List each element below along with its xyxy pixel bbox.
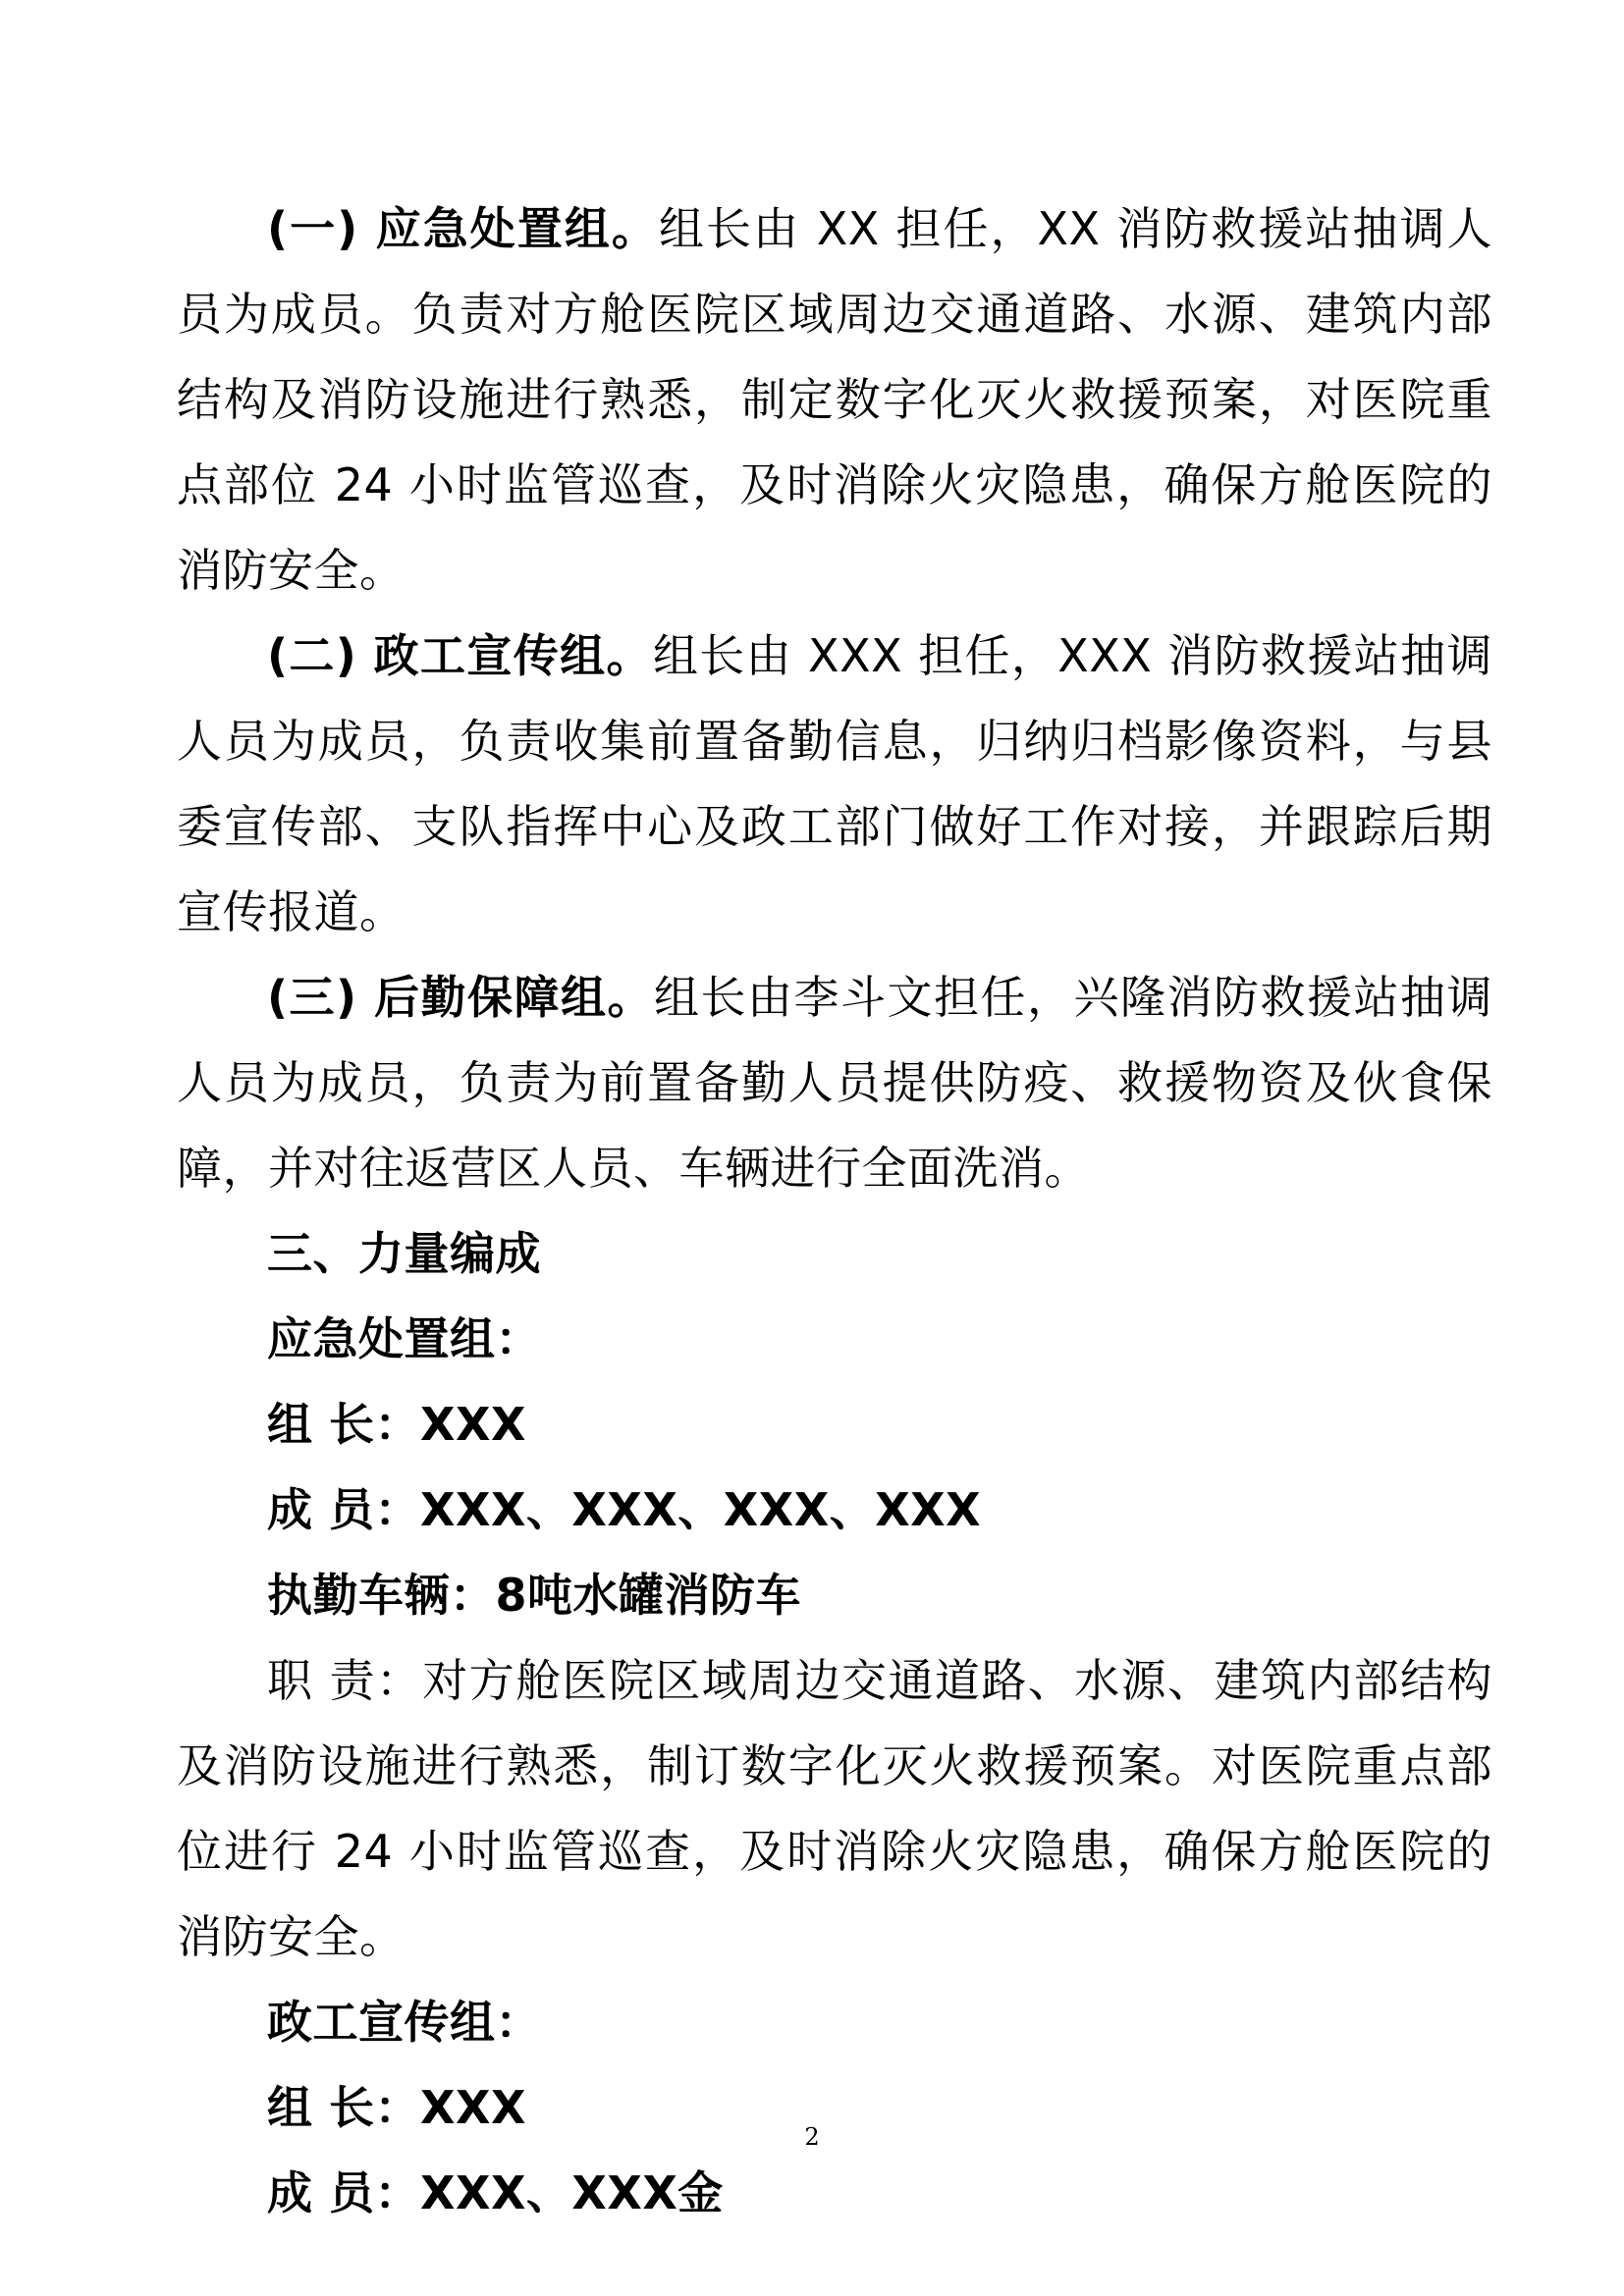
group-leader: 组 长：XXX bbox=[267, 2081, 526, 2134]
group-vehicle: 执勤车辆：8吨水罐消防车 bbox=[267, 1569, 802, 1622]
paragraph-text: 组长由李斗文担任，兴隆消防救援站抽调人员为成员，负责为前置备勤人员提供防疫、救援物资及伙食保障，并对往返营区人员、车辆进行全面洗消。 bbox=[177, 971, 1493, 1195]
paragraph-text: 组长由 XXX 担任，XXX 消防救援站抽调人员为成员，负责收集前置备勤信息，归纳归档影像资料，与县委宣传部、支队指挥中心及政工部门做好工作对接，并跟踪后期宣传报道。 bbox=[177, 629, 1492, 938]
page-number: 2 bbox=[804, 2123, 820, 2151]
group-members: 成 员：XXX、XXX、XXX、XXX bbox=[267, 1483, 982, 1536]
paragraph-lead: (二) 政工宣传组。 bbox=[267, 629, 653, 682]
group-leader: 组 长：XXX bbox=[267, 1398, 526, 1451]
paragraph-logistics-group bbox=[177, 955, 1492, 1211]
document-body bbox=[177, 187, 1492, 2236]
paragraph-publicity-group bbox=[177, 614, 1492, 955]
group-duty: 职 责：对方舱医院区域周边交通道路、水源、建筑内部结构及消防设施进行熟悉，制订数字化灭火救援预案。对医院重点部位进行 24 小时监管巡查，及时消除火灾隐患，确保方舱医院的消防安全。 bbox=[177, 1654, 1492, 1963]
paragraph-lead: (三) 后勤保障组。 bbox=[267, 971, 655, 1024]
paragraph-lead: (一) 应急处置组。 bbox=[267, 202, 659, 255]
section-heading: 三、力量编成 bbox=[267, 1227, 541, 1280]
group-members: 成 员：XXX、XXX金 bbox=[267, 2166, 724, 2219]
paragraph-emergency-group bbox=[177, 187, 1492, 614]
group-title-publicity: 政工宣传组： bbox=[267, 1996, 541, 2049]
group-title-emergency: 应急处置组： bbox=[267, 1312, 541, 1365]
paragraph-text: 组长由 XX 担任，XX 消防救援站抽调人员为成员。负责对方舱医院区域周边交通道路、水源、建筑内部结构及消防设施进行熟悉，制定数字化灭火救援预案，对医院重点部位 24 小时监管巡查，及时消除火灾隐患，确保方舱医院的消防安全。 bbox=[177, 202, 1493, 597]
